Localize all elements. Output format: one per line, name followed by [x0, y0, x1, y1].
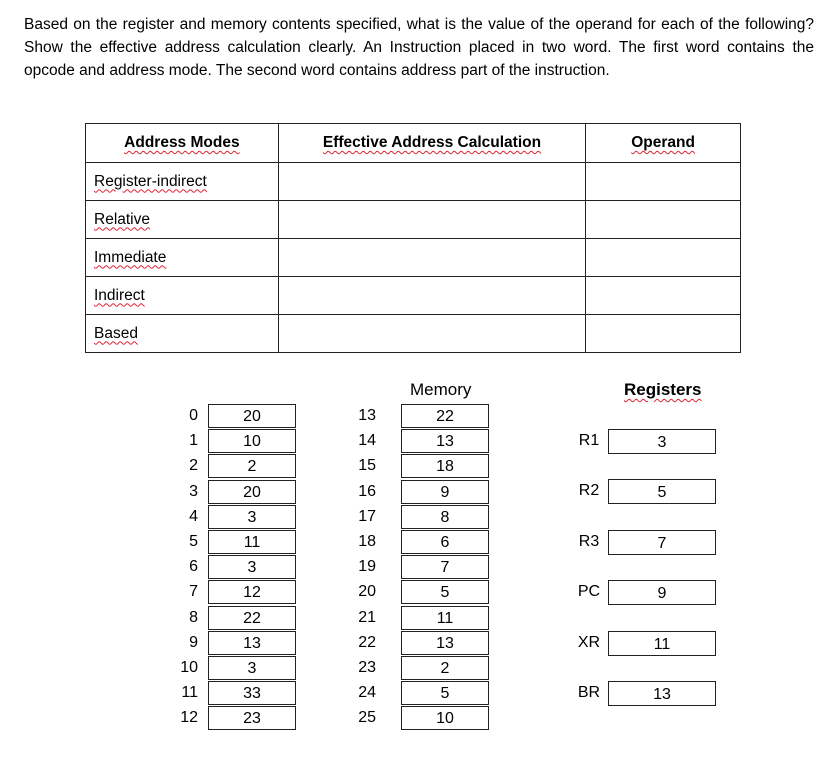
memory-address: 9: [189, 633, 198, 651]
table-row: [86, 163, 741, 201]
memory-cell: 5: [401, 681, 489, 705]
memory-address: 0: [189, 407, 198, 424]
memory-cell: 5: [401, 580, 489, 604]
memory-cell: 3: [208, 555, 296, 579]
question-text: Based on the register and memory contents specified, what is the value of the operand for each of the following? Show the effective address calculation clearly. An Instruction placed in two word. The first word contains the opcode and address mode. The second word contains address part of the instruction.: [24, 16, 814, 79]
header-operand: Operand: [586, 124, 741, 163]
table-header-row: [86, 124, 741, 163]
header-effective-address: Effective Address Calculation: [278, 124, 585, 163]
mode-label: Indirect: [86, 277, 279, 315]
memory-address: 3: [189, 482, 198, 500]
memory-address: 12: [180, 709, 198, 727]
memory-address: 15: [358, 457, 376, 475]
memory-cell: 33: [208, 681, 296, 705]
operand-cell[interactable]: [586, 239, 741, 277]
memory-address: 6: [189, 558, 198, 576]
header-address-modes: Address Modes: [86, 124, 279, 163]
memory-address: 22: [358, 633, 376, 651]
register-label: R2: [578, 482, 600, 500]
table-row: [86, 239, 741, 277]
memory-cell: 2: [401, 656, 489, 680]
memory-cell: 3: [208, 656, 296, 680]
memory-address: 17: [358, 507, 376, 525]
registers-title: Registers: [624, 380, 702, 399]
register-label: BR: [577, 684, 601, 701]
ea-cell[interactable]: [278, 315, 585, 353]
register-value: 5: [608, 479, 716, 504]
register-value: 13: [608, 681, 716, 706]
memory-cell: 10: [208, 429, 296, 453]
memory-address: 4: [189, 507, 198, 525]
memory-cell: 9: [401, 480, 489, 504]
register-value: 7: [608, 530, 716, 555]
address-modes-table: [85, 123, 741, 353]
operand-cell[interactable]: [586, 201, 741, 239]
table-row: [86, 201, 741, 239]
memory-address: 19: [358, 558, 376, 576]
memory-cell: 20: [208, 480, 296, 504]
register-value: 11: [608, 631, 716, 656]
memory-cell: 2: [208, 454, 296, 478]
memory-address: 20: [358, 583, 376, 601]
memory-cell: 8: [401, 505, 489, 529]
memory-address: 10: [180, 659, 198, 676]
memory-address: 23: [358, 659, 376, 676]
memory-cell: 11: [208, 530, 296, 554]
memory-address: 14: [358, 432, 376, 450]
mode-label: Based: [86, 315, 279, 353]
memory-cell: 7: [401, 555, 489, 579]
table-row: [86, 315, 741, 353]
memory-cell: 23: [208, 706, 296, 730]
register-value: 3: [608, 429, 716, 454]
memory-address: 25: [358, 709, 376, 727]
ea-cell[interactable]: [278, 163, 585, 201]
memory-address: 16: [358, 482, 376, 500]
memory-cell: 13: [401, 631, 489, 655]
memory-cell: 22: [401, 404, 489, 428]
operand-cell[interactable]: [586, 315, 741, 353]
memory-cell: 13: [401, 429, 489, 453]
mode-label: Relative: [86, 201, 279, 239]
ea-cell[interactable]: [278, 239, 585, 277]
memory-address: 8: [189, 608, 198, 626]
memory-cell: 11: [401, 606, 489, 630]
memory-cell: 20: [208, 404, 296, 428]
memory-cell: 6: [401, 530, 489, 554]
mode-label: Immediate: [86, 239, 279, 277]
register-label: R3: [578, 532, 600, 550]
memory-address: 5: [189, 533, 198, 550]
ea-cell[interactable]: [278, 277, 585, 315]
memory-address: 18: [358, 533, 376, 550]
mode-label: Register-indirect: [86, 163, 279, 201]
ea-cell[interactable]: [278, 201, 585, 239]
memory-cell: 22: [208, 606, 296, 630]
memory-address: 11: [181, 684, 198, 702]
memory-title: Memory: [410, 380, 472, 399]
register-value: 9: [608, 580, 716, 605]
memory-cell: 13: [208, 631, 296, 655]
table-row: [86, 277, 741, 315]
memory-address: 24: [358, 684, 376, 702]
memory-address: 21: [358, 608, 376, 626]
memory-address: 1: [189, 432, 198, 450]
operand-cell[interactable]: [586, 277, 741, 315]
memory-cell: 3: [208, 505, 296, 529]
register-label: PC: [577, 583, 601, 601]
register-label: XR: [577, 633, 601, 651]
memory-address: 2: [189, 457, 198, 475]
memory-address: 13: [358, 407, 376, 424]
operand-cell[interactable]: [586, 163, 741, 201]
register-label: R1: [578, 432, 600, 449]
memory-cell: 18: [401, 454, 489, 478]
memory-cell: 10: [401, 706, 489, 730]
memory-cell: 12: [208, 580, 296, 604]
memory-address: 7: [189, 583, 198, 601]
